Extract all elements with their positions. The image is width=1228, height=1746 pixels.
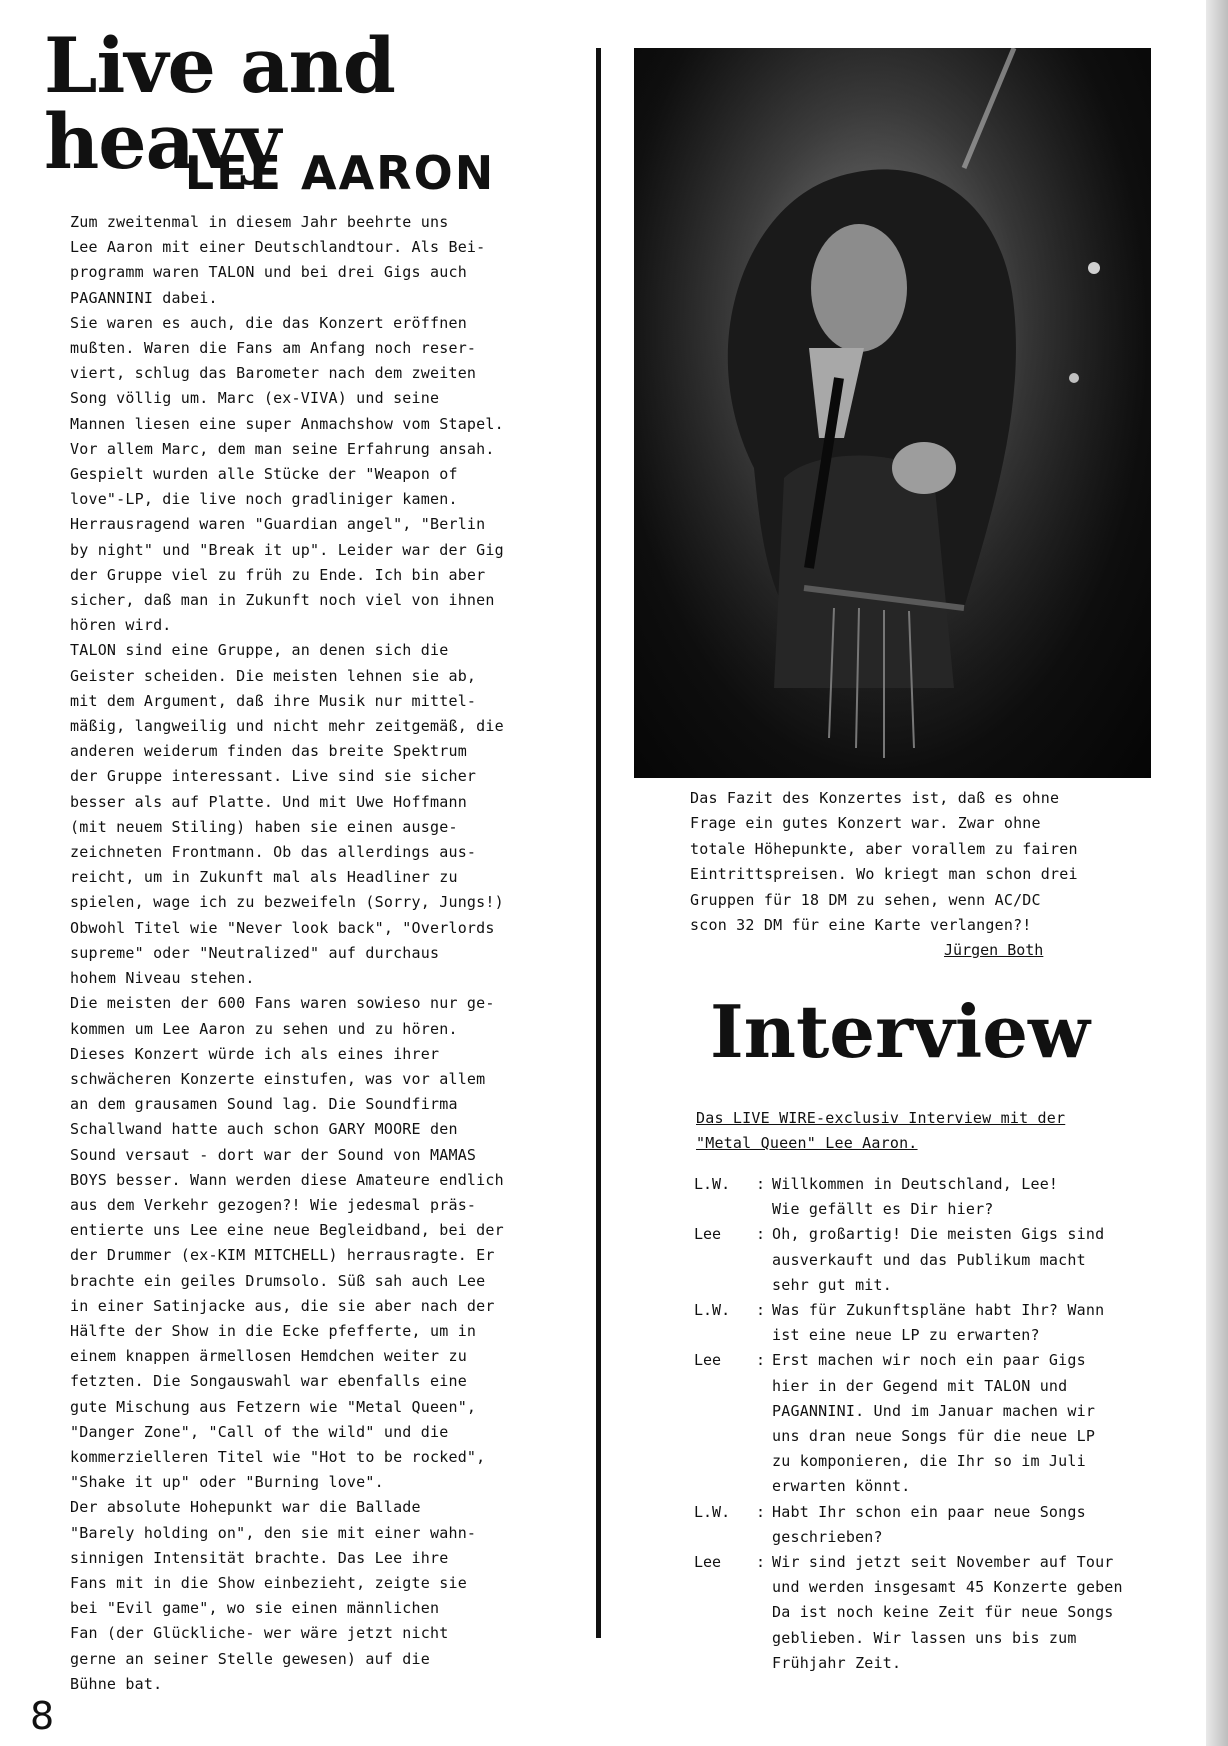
- qa-text: [772, 1348, 1134, 1499]
- concert-photo-illustration: [634, 48, 1151, 778]
- column-divider: [596, 48, 601, 1638]
- qa-text: [772, 1222, 1134, 1298]
- intro-line: Das LIVE WIRE-exclusiv Interview mit der: [696, 1109, 1066, 1127]
- page-headline: Live and heavy: [44, 21, 395, 186]
- article-line: gerne an seiner Stelle gewesen) auf die: [70, 1649, 430, 1668]
- interview-heading: Interview: [709, 989, 1090, 1074]
- article-line: schwächeren Konzerte einstufen, was vor allem: [70, 1069, 486, 1088]
- article-line: der Gruppe viel zu früh zu Ende. Ich bin aber: [70, 565, 486, 584]
- caption-line: scon 32 DM für eine Karte verlangen?!: [690, 916, 1032, 935]
- qa-line: erwarten könnt.: [772, 1477, 911, 1496]
- page-edge-shadow: [1206, 0, 1228, 1746]
- article-line: Fan (der Glückliche- wer wäre jetzt nicht: [70, 1624, 449, 1643]
- article-line: Sound versaut - dort war der Sound von MAMAS: [70, 1145, 477, 1164]
- article-line: in einer Satinjacke aus, die sie aber nach der: [70, 1296, 495, 1315]
- article-line: aus dem Verkehr gezogen?! Wie jedesmal präs-: [70, 1195, 477, 1214]
- qa-line: zu komponieren, die Ihr so im Juli: [772, 1452, 1086, 1471]
- article-line: Obwohl Titel wie "Never look back", "Overlords: [70, 918, 495, 937]
- article-line: love"-LP, die live noch gradliniger kamen.: [70, 490, 458, 509]
- qa-line: hier in der Gegend mit TALON und: [772, 1376, 1068, 1395]
- article-line: "Danger Zone", "Call of the wild" und die: [70, 1422, 449, 1441]
- article-line: Fans mit in die Show einbezieht, zeigte sie: [70, 1573, 467, 1592]
- article-line: sinnigen Intensität brachte. Das Lee ihre: [70, 1548, 449, 1567]
- qa-entry: [694, 1172, 1134, 1222]
- article-line: Gespielt wurden alle Stücke der "Weapon of: [70, 465, 458, 484]
- qa-line: ist eine neue LP zu erwarten?: [772, 1326, 1040, 1345]
- article-line: by night" und "Break it up". Leider war der Gig: [70, 540, 504, 559]
- article-line: einem knappen ärmellosen Hemdchen weiter zu: [70, 1347, 467, 1366]
- article-line: bei "Evil game", wo sie einen männlichen: [70, 1599, 440, 1618]
- article-line: Dieses Konzert würde ich als eines ihrer: [70, 1044, 440, 1063]
- article-line: Song völlig um. Marc (ex-VIVA) und seine: [70, 389, 440, 408]
- qa-entry: [694, 1298, 1134, 1348]
- caption-line: Das Fazit des Konzertes ist, daß es ohne: [690, 789, 1060, 807]
- author-signature: Jürgen Both: [944, 941, 1044, 959]
- article-line: Der absolute Hohepunkt war die Ballade: [70, 1498, 421, 1517]
- qa-line: PAGANNINI. Und im Januar machen wir: [772, 1401, 1096, 1420]
- article-line: der Drummer (ex-KIM MITCHELL) herrausragte. Er: [70, 1246, 495, 1265]
- qa-entry: [694, 1222, 1134, 1298]
- article-line: Geister scheiden. Die meisten lehnen sie ab,: [70, 666, 477, 685]
- article-line: gute Mischung aus Fetzern wie "Metal Queen",: [70, 1397, 477, 1416]
- speaker-colon: :: [756, 1301, 766, 1320]
- caption-line: totale Höhepunkte, aber vorallem zu fairen: [690, 839, 1078, 858]
- article-line: Die meisten der 600 Fans waren sowieso nur ge-: [70, 994, 495, 1013]
- article-line: Herrausragend waren "Guardian angel", "Berlin: [70, 515, 486, 534]
- qa-entry: [694, 1348, 1134, 1499]
- speaker-label: Lee: [694, 1225, 731, 1244]
- article-line: Vor allem Marc, dem man seine Erfahrung ansah.: [70, 439, 495, 458]
- qa-line: Wie gefällt es Dir hier?: [772, 1200, 994, 1219]
- qa-line: sehr gut mit.: [772, 1275, 892, 1294]
- article-line: Schallwand hatte auch schon GARY MOORE den: [70, 1120, 458, 1139]
- qa-line: Was für Zukunftspläne habt Ihr? Wann: [772, 1301, 1105, 1320]
- qa-line: uns dran neue Songs für die neue LP: [772, 1427, 1096, 1446]
- qa-line: und werden insgesamt 45 Konzerte geben: [772, 1578, 1123, 1597]
- caption-line: Frage ein gutes Konzert war. Zwar ohne: [690, 814, 1041, 833]
- speaker-colon: :: [756, 1553, 766, 1572]
- article-line: Bühne bat.: [70, 1674, 163, 1693]
- article-line: Lee Aaron mit einer Deutschlandtour. Als Bei-: [70, 238, 486, 257]
- article-line: besser als auf Platte. Und mit Uwe Hoffmann: [70, 792, 467, 811]
- article-line: PAGANNINI dabei.: [70, 288, 218, 307]
- qa-line: Frühjahr Zeit.: [772, 1653, 902, 1672]
- qa-text: [772, 1298, 1134, 1348]
- article-line: "Barely holding on", den sie mit einer wahn-: [70, 1523, 477, 1542]
- article-line: TALON sind eine Gruppe, an denen sich die: [70, 641, 449, 660]
- intro-line: "Metal Queen" Lee Aaron.: [696, 1134, 918, 1152]
- article-line: reicht, um in Zukunft mal als Headliner zu: [70, 868, 458, 887]
- qa-text: [772, 1550, 1134, 1676]
- concert-summary: [690, 786, 1120, 938]
- article-line: anderen weiderum finden das breite Spektrum: [70, 742, 467, 761]
- article-line: Mannen liesen eine super Anmachshow vom Stapel.: [70, 414, 504, 433]
- article-line: viert, schlug das Barometer nach dem zweiten: [70, 364, 477, 383]
- article-body: [70, 210, 540, 1697]
- speaker-colon: :: [756, 1502, 766, 1521]
- article-line: programm waren TALON und bei drei Gigs auch: [70, 263, 467, 282]
- qa-text: [772, 1172, 1134, 1222]
- article-line: an dem grausamen Sound lag. Die Soundfirma: [70, 1095, 458, 1114]
- speaker-label: L.W.: [694, 1175, 731, 1193]
- interview-qa: [694, 1172, 1134, 1676]
- speaker-label: Lee: [694, 1553, 731, 1572]
- qa-line: ausverkauft und das Publikum macht: [772, 1250, 1086, 1269]
- qa-line: Habt Ihr schon ein paar neue Songs: [772, 1502, 1086, 1521]
- article-line: "Shake it up" oder "Burning love".: [70, 1473, 384, 1492]
- article-line: fetzten. Die Songauswahl war ebenfalls eine: [70, 1372, 467, 1391]
- article-line: Hälfte der Show in die Ecke pfefferte, um in: [70, 1321, 477, 1340]
- article-line: hohem Niveau stehen.: [70, 969, 255, 988]
- caption-line: Gruppen für 18 DM zu sehen, wenn AC/DC: [690, 890, 1041, 909]
- speaker-label: Lee: [694, 1351, 731, 1370]
- qa-entry: [694, 1550, 1134, 1676]
- article-line: hören wird.: [70, 616, 172, 635]
- qa-text: [772, 1500, 1134, 1550]
- article-line: kommerzielleren Titel wie "Hot to be rocked",: [70, 1447, 486, 1466]
- speaker-label: L.W.: [694, 1502, 731, 1521]
- speaker-label: L.W.: [694, 1301, 731, 1320]
- article-line: brachte ein geiles Drumsolo. Süß sah auch Lee: [70, 1271, 486, 1290]
- qa-line: Oh, großartig! Die meisten Gigs sind: [772, 1225, 1105, 1244]
- caption-line: Eintrittspreisen. Wo kriegt man schon drei: [690, 865, 1078, 884]
- article-line: Sie waren es auch, die das Konzert eröffnen: [70, 313, 467, 332]
- qa-line: geblieben. Wir lassen uns bis zum: [772, 1628, 1077, 1647]
- qa-line: Da ist noch keine Zeit für neue Songs: [772, 1603, 1114, 1622]
- article-line: mäßig, langweilig und nicht mehr zeitgemäß, die: [70, 717, 504, 736]
- article-line: (mit neuem Stiling) haben sie einen ausge-: [70, 817, 458, 836]
- article-line: Zum zweitenmal in diesem Jahr beehrte uns: [70, 213, 449, 231]
- speaker-colon: :: [756, 1351, 766, 1370]
- article-line: kommen um Lee Aaron zu sehen und zu hören.: [70, 1019, 458, 1038]
- article-line: zeichneten Frontmann. Ob das allerdings aus-: [70, 843, 477, 862]
- qa-line: Wir sind jetzt seit November auf Tour: [772, 1553, 1114, 1572]
- article-line: mußten. Waren die Fans am Anfang noch reser-: [70, 339, 477, 358]
- page-number: 8: [30, 1694, 55, 1738]
- interview-intro: [696, 1106, 1126, 1156]
- article-line: spielen, wage ich zu bezweifeln (Sorry, Jungs!): [70, 893, 504, 912]
- article-line: supreme" oder "Neutralized" auf durchaus: [70, 943, 440, 962]
- concert-photo: [634, 48, 1151, 778]
- qa-entry: [694, 1500, 1134, 1550]
- article-line: sicher, daß man in Zukunft noch viel von ihnen: [70, 591, 495, 610]
- speaker-colon: :: [756, 1225, 766, 1244]
- article-line: der Gruppe interessant. Live sind sie sicher: [70, 767, 477, 786]
- article-subheading: LEE AARON: [184, 146, 496, 200]
- article-line: mit dem Argument, daß ihre Musik nur mittel-: [70, 691, 477, 710]
- speaker-colon: :: [756, 1175, 766, 1193]
- article-line: BOYS besser. Wann werden diese Amateure endlich: [70, 1170, 504, 1189]
- qa-line: geschrieben?: [772, 1527, 883, 1546]
- qa-line: Willkommen in Deutschland, Lee!: [772, 1175, 1059, 1193]
- article-line: entierte uns Lee eine neue Begleidband, bei der: [70, 1221, 504, 1240]
- qa-line: Erst machen wir noch ein paar Gigs: [772, 1351, 1086, 1370]
